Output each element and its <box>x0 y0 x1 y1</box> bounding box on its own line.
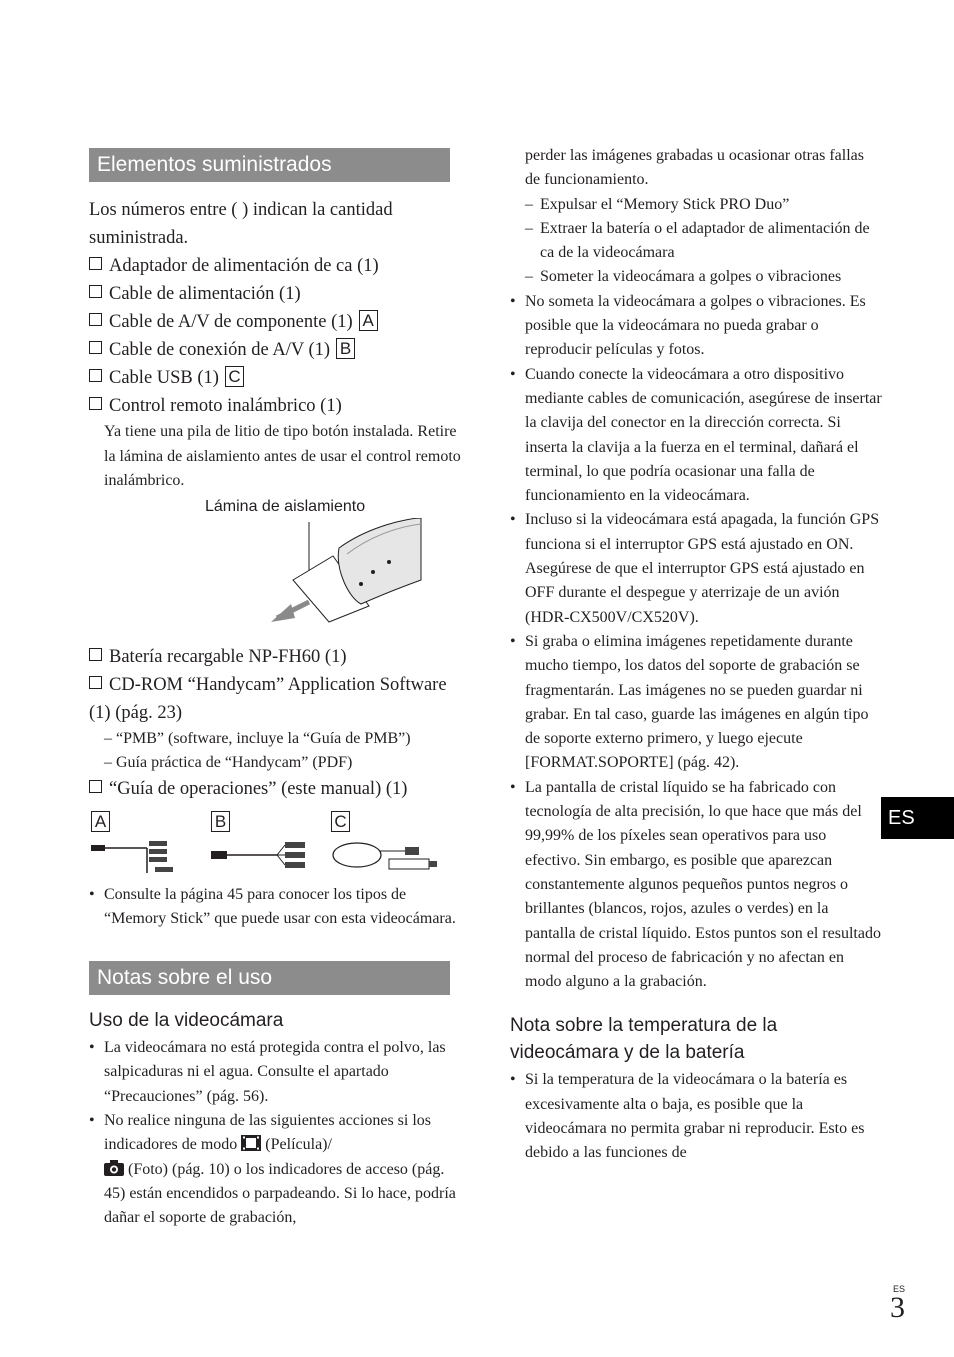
dash-item-eject: – Expulsar el “Memory Stick PRO Duo” <box>510 193 882 217</box>
tag-b-icon: B <box>336 338 355 359</box>
item-av-connecting-cable: Cable de conexión de A/V (1) B <box>89 336 461 364</box>
temperature-list <box>510 1068 882 1165</box>
tag-a-icon: A <box>359 310 378 331</box>
movie-mode-icon <box>241 1135 261 1151</box>
checkbox-icon <box>89 780 102 793</box>
insulation-sheet-label: Lámina de aislamiento <box>205 497 366 515</box>
item-power-cord: Cable de alimentación (1) <box>89 280 461 308</box>
cable-tag-c-icon: C <box>331 811 350 832</box>
memory-note-list <box>89 883 461 932</box>
language-tab: ES <box>881 797 954 839</box>
item-ac-adaptor: Adaptador de alimentación de ca (1) <box>89 252 461 280</box>
item-remote-commander: Control remoto inalámbrico (1) <box>89 392 461 420</box>
bullet-temperature: • Si la temperatura de la videocámara o la batería es excesivamente alta o baja, es posible que la videocámara no permita grabar ni reproducir. Esto es debido a las funciones de <box>510 1068 882 1165</box>
left-column <box>89 148 461 1230</box>
checkbox-icon <box>89 648 102 661</box>
intro-text: Los números entre ( ) indican la cantidad suministrada. <box>89 200 393 248</box>
checkbox-icon <box>89 341 102 354</box>
item-component-av-cable: Cable de A/V de componente (1) A <box>89 308 461 336</box>
checkbox-icon <box>89 369 102 382</box>
cdrom-sub-pmb: – “PMB” (software, incluye la “Guía de PMB”) <box>104 729 411 747</box>
checkbox-icon <box>89 257 102 270</box>
tag-c-icon: C <box>225 366 244 387</box>
bullet-shock: • No someta la videocámara a golpes o vibraciones. Es posible que la videocámara no pueda grabar o reproducir películas y fotos. <box>510 290 882 363</box>
item-cdrom: CD-ROM “Handycam” Application Software (1) (pág. 23) <box>89 674 447 723</box>
right-column <box>510 144 882 1166</box>
photo-mode-icon <box>104 1160 124 1176</box>
page-language: ES <box>893 1284 906 1294</box>
continuation-text: perder las imágenes grabadas u ocasionar otras fallas de funcionamiento. <box>525 147 864 189</box>
remote-insulation-illustration <box>269 518 429 628</box>
usage-heading: Uso de la videocámara <box>89 1010 284 1032</box>
cable-tag-a-icon: A <box>91 811 110 832</box>
bullet-cables: • Cuando conecte la videocámara a otro dispositivo mediante cables de comunicación, asegúrese de insertar la clavija del conector en la dirección correcta. Si inserta la clavija a la fuerza en el terminal, dañará el terminal, lo que podría ocasionar una falla de funcionamiento en la videocámara. <box>510 363 882 509</box>
remote-figure <box>89 494 461 644</box>
checkbox-icon <box>89 676 102 689</box>
cables-figure <box>89 803 461 881</box>
bullet-lcd: • La pantalla de cristal líquido se ha fabricado con tecnología de alta precisión, lo que hace que más del 99,99% de los píxeles sean operativos para uso efectivo. Sin embargo, es posible que aparezcan constantemente algunos pequeños puntos negros o brillantes (blancos, rojos, azules o verdes) en la pantalla de cristal líquido. Estos puntos son el resultado normal del proceso de fabricación y no afectan en modo alguno a la grabación. <box>510 776 882 995</box>
page-number: 3 <box>890 1291 905 1324</box>
cable-tag-b-icon: B <box>211 811 230 832</box>
remote-note: Ya tiene una pila de litio de tipo botón instalada. Retire la lámina de aislamiento antes de usar el control remoto inalámbrico. <box>104 423 461 489</box>
dash-item-battery: – Extraer la batería o el adaptador de alimentación de ca de la videocámara <box>510 217 882 266</box>
usage-bullet-dust: • La videocámara no está protegida contra el polvo, las salpicaduras ni el agua. Consulte el apartado “Precauciones” (pág. 56). <box>89 1036 461 1109</box>
checkbox-icon <box>89 285 102 298</box>
item-battery: Batería recargable NP-FH60 (1) <box>89 643 461 671</box>
bullet-fragment: • Si graba o elimina imágenes repetidamente durante mucho tiempo, los datos del soporte de grabación se fragmentarán. Las imágenes no se pueden guardar ni grabar. En tal caso, guarde las imágenes en algún tipo de soporte externo primero, y luego ejecute [FORMAT.SOPORTE] (pág. 42). <box>510 630 882 776</box>
dash-item-shock: – Someter la videocámara a golpes o vibraciones <box>510 265 882 289</box>
section-title-notes-on-use: Notas sobre el uso <box>89 961 450 995</box>
right-bullet-list <box>510 290 882 995</box>
usage-bullet-indicators: • No realice ninguna de las siguientes acciones si los indicadores de modo (Película)/ (Foto) (pág. 10) o los indicadores de acceso (pág. 45) están encendidos o parpadeando. Si lo hace, podría dañar el soporte de grabación, <box>89 1109 461 1230</box>
bullet-gps: • Incluso si la videocámara está apagada, la función GPS funciona si el interruptor GPS está ajustado en ON. Asegúrese de que el interruptor GPS está ajustado en OFF durante el despegue y aterrizaje de un avión (HDR-CX500V/CX520V). <box>510 508 882 629</box>
temperature-heading: Nota sobre la temperatura de la videocámara y de la batería <box>510 1015 778 1064</box>
usage-list <box>89 1036 461 1230</box>
checkbox-icon <box>89 313 102 326</box>
cdrom-sub-handbook: – Guía práctica de “Handycam” (PDF) <box>104 753 353 771</box>
cables-illustration <box>89 839 449 879</box>
checkbox-icon <box>89 397 102 410</box>
memory-note: • Consulte la página 45 para conocer los tipos de “Memory Stick” que puede usar con esta videocámara. <box>89 883 461 932</box>
item-usb-cable: Cable USB (1) C <box>89 364 461 392</box>
item-operating-guide: “Guía de operaciones” (este manual) (1) <box>89 775 461 803</box>
section-title-supplied-items: Elementos suministrados <box>89 148 450 182</box>
